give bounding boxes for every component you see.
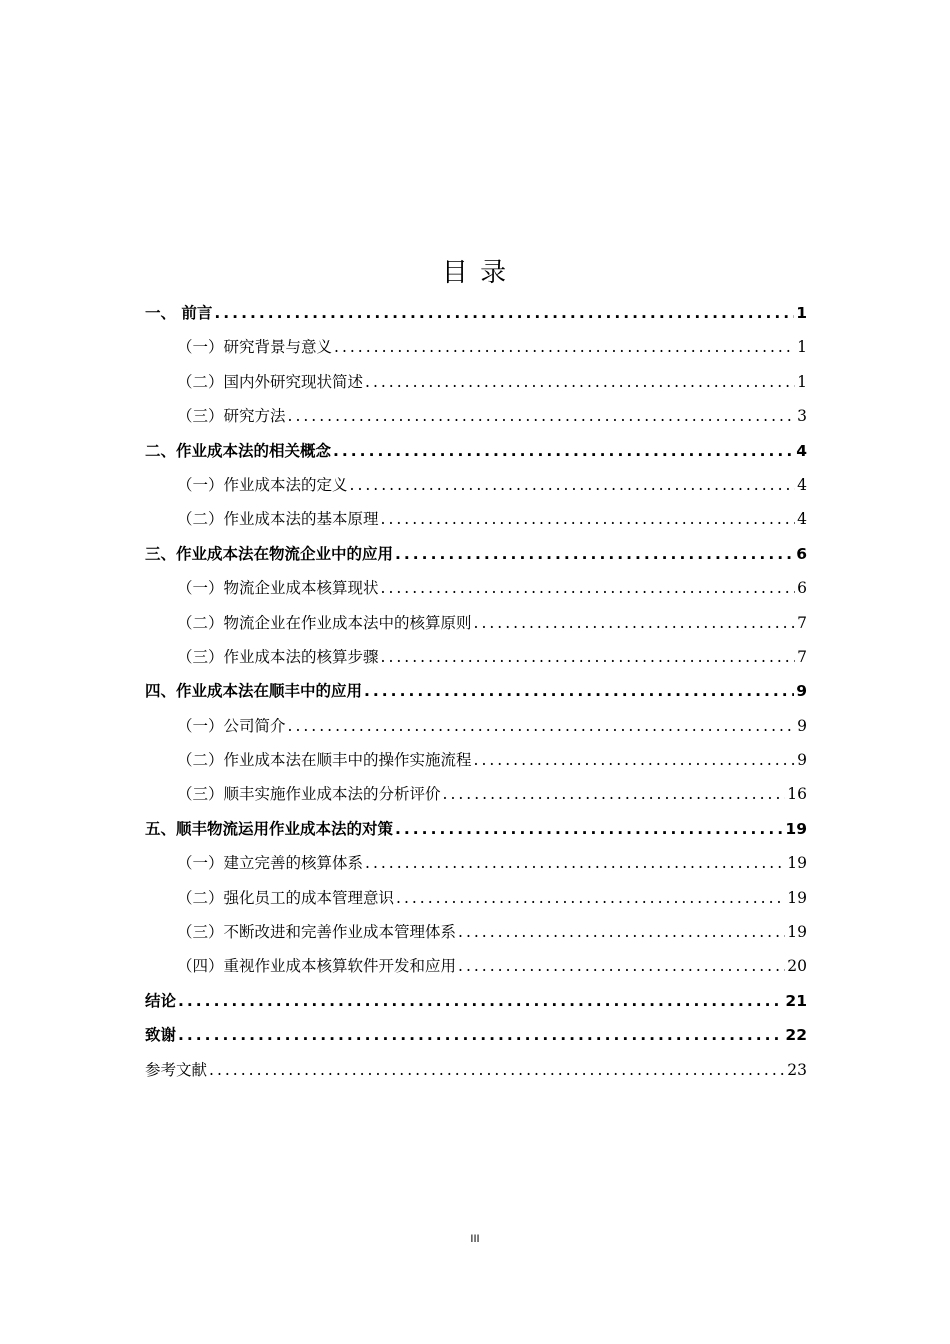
dot-leader	[209, 1053, 785, 1087]
toc-entry-text: （二）物流企业在作业成本法中的核算原则	[177, 613, 472, 632]
toc-entry-abc-principle[interactable]	[145, 502, 807, 536]
dot-leader	[334, 330, 795, 364]
dot-leader	[395, 537, 794, 571]
dot-leader	[395, 812, 783, 846]
dot-leader	[178, 984, 783, 1018]
dot-leader	[365, 365, 795, 399]
toc-page-number: 1	[796, 304, 807, 322]
toc-entry-acknowledgements[interactable]	[145, 1018, 807, 1052]
toc-entry-continuous-improvement[interactable]	[145, 915, 807, 949]
toc-page-number: 23	[787, 1060, 807, 1079]
toc-entry-accounting-principles[interactable]	[145, 606, 807, 640]
toc-entry-text: （一）公司简介	[177, 716, 286, 735]
toc-entry-implementation-process[interactable]	[145, 743, 807, 777]
toc-entry-text: 致谢	[145, 1026, 177, 1045]
dot-leader	[443, 777, 786, 811]
toc-page-number: 16	[787, 785, 807, 804]
toc-page-number: 7	[797, 613, 807, 632]
dot-leader	[381, 502, 796, 536]
toc-entry-accounting-steps[interactable]	[145, 640, 807, 674]
toc-entry-preface[interactable]	[145, 296, 807, 330]
toc-page-number: 6	[796, 544, 807, 563]
toc-entry-research-background[interactable]	[145, 330, 807, 364]
toc-entry-text: （三）顺丰实施作业成本法的分析评价	[177, 785, 441, 804]
dot-leader	[178, 1018, 783, 1052]
toc-page-number: 7	[797, 647, 807, 666]
toc-entry-text: 一、 前言	[145, 304, 213, 322]
toc-page-number: 20	[787, 957, 807, 976]
toc-page-number: 19	[787, 888, 807, 907]
toc-entry-text: （一）作业成本法的定义	[177, 475, 348, 494]
toc-title: 目 录	[441, 258, 509, 288]
toc-entry-text: 四、作业成本法在顺丰中的应用	[145, 682, 363, 701]
dot-leader	[474, 606, 796, 640]
toc-entry-text: 结论	[145, 991, 177, 1010]
toc-entry-conclusion[interactable]	[145, 984, 807, 1018]
dot-leader	[365, 846, 785, 880]
toc-entry-text: （二）强化员工的成本管理意识	[177, 888, 395, 907]
toc-page-number: 3	[797, 407, 807, 426]
table-of-contents	[145, 296, 807, 1087]
toc-entry-text: 二、作业成本法的相关概念	[145, 441, 332, 460]
toc-entry-chapter-4[interactable]	[145, 674, 807, 708]
toc-page-number: 22	[785, 1026, 807, 1045]
dot-leader	[396, 881, 785, 915]
toc-page-number: 19	[785, 819, 807, 838]
dot-leader	[214, 296, 794, 330]
toc-entry-text: 三、作业成本法在物流企业中的应用	[145, 544, 394, 563]
toc-entry-research-method[interactable]	[145, 399, 807, 433]
dot-leader	[288, 399, 796, 433]
toc-page-number: 4	[796, 441, 807, 460]
toc-page-number: 9	[796, 682, 807, 701]
toc-page-number: 19	[787, 854, 807, 873]
toc-page-number: 9	[797, 751, 807, 770]
dot-leader	[364, 674, 794, 708]
dot-leader	[288, 709, 796, 743]
toc-entry-abc-definition[interactable]	[145, 468, 807, 502]
dot-leader	[474, 743, 796, 777]
dot-leader	[381, 640, 796, 674]
footer-page-number: III	[470, 1233, 480, 1245]
toc-page-number: 21	[785, 991, 807, 1010]
toc-entry-text: （二）作业成本法的基本原理	[177, 510, 379, 529]
dot-leader	[458, 915, 785, 949]
toc-entry-text: （二）国内外研究现状简述	[177, 372, 364, 391]
toc-entry-text: （三）不断改进和完善作业成本管理体系	[177, 923, 457, 942]
toc-entry-company-profile[interactable]	[145, 709, 807, 743]
toc-entry-text: （二）作业成本法在顺丰中的操作实施流程	[177, 751, 472, 770]
toc-page-number: 4	[797, 475, 807, 494]
toc-entry-chapter-2[interactable]	[145, 434, 807, 468]
toc-entry-text: （一）建立完善的核算体系	[177, 854, 364, 873]
toc-entry-text: （一）研究背景与意义	[177, 338, 333, 357]
toc-entry-chapter-5[interactable]	[145, 812, 807, 846]
toc-page-number: 1	[797, 372, 807, 391]
toc-entry-logistics-cost-status[interactable]	[145, 571, 807, 605]
toc-entry-analysis-evaluation[interactable]	[145, 777, 807, 811]
dot-leader	[458, 949, 785, 983]
dot-leader	[350, 468, 796, 502]
toc-entry-text: （四）重视作业成本核算软件开发和应用	[177, 957, 457, 976]
toc-entry-text: 五、顺丰物流运用作业成本法的对策	[145, 819, 394, 838]
toc-entry-chapter-3[interactable]	[145, 537, 807, 571]
toc-entry-text: （一）物流企业成本核算现状	[177, 579, 379, 598]
toc-entry-accounting-system[interactable]	[145, 846, 807, 880]
toc-page-number: 4	[797, 510, 807, 529]
dot-leader	[381, 571, 796, 605]
toc-entry-software-development[interactable]	[145, 949, 807, 983]
toc-entry-text: （三）作业成本法的核算步骤	[177, 647, 379, 666]
toc-page-number: 9	[797, 716, 807, 735]
toc-page-number: 19	[787, 923, 807, 942]
toc-page-number: 1	[797, 338, 807, 357]
dot-leader	[333, 434, 794, 468]
toc-entry-text: 参考文献	[145, 1060, 208, 1079]
toc-entry-references[interactable]	[145, 1053, 807, 1087]
toc-page-number: 6	[797, 579, 807, 598]
toc-entry-cost-awareness[interactable]	[145, 881, 807, 915]
toc-entry-text: （三）研究方法	[177, 407, 286, 426]
toc-entry-research-status[interactable]	[145, 365, 807, 399]
